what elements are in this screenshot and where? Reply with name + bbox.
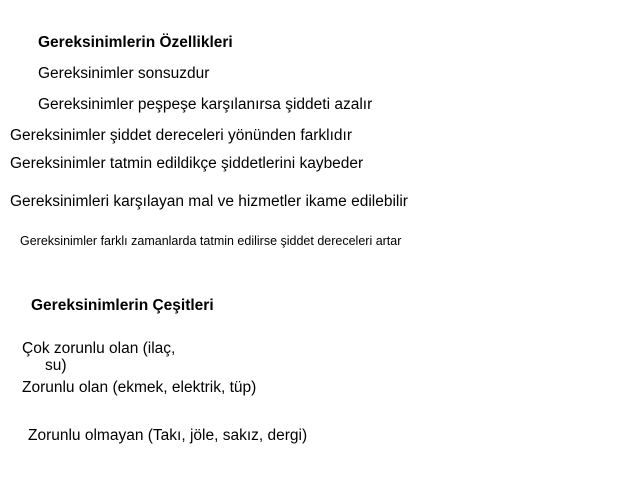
type-item-2: Zorunlu olan (ekmek, elektrik, tüp) xyxy=(22,379,257,396)
type-item-1-line-1: Çok zorunlu olan (ilaç, xyxy=(22,340,176,357)
type-item-3: Zorunlu olmayan (Takı, jöle, sakız, dergi) xyxy=(28,427,308,444)
feature-item-3: Gereksinimler şiddet dereceleri yönünden farklıdır xyxy=(10,127,353,144)
feature-item-1: Gereksinimler sonsuzdur xyxy=(38,65,210,82)
type-item-1-line-2: su) xyxy=(45,357,67,374)
feature-item-6: Gereksinimler farklı zamanlarda tatmin edilirse şiddet dereceleri artar xyxy=(20,234,402,248)
types-heading: Gereksinimlerin Çeşitleri xyxy=(31,297,214,314)
feature-item-2: Gereksinimler peşpeşe karşılanırsa şiddeti azalır xyxy=(38,96,373,113)
feature-item-4: Gereksinimler tatmin edildikçe şiddetlerini kaybeder xyxy=(10,155,364,172)
features-heading: Gereksinimlerin Özellikleri xyxy=(38,34,233,51)
feature-item-5: Gereksinimleri karşılayan mal ve hizmetler ikame edilebilir xyxy=(10,193,408,210)
